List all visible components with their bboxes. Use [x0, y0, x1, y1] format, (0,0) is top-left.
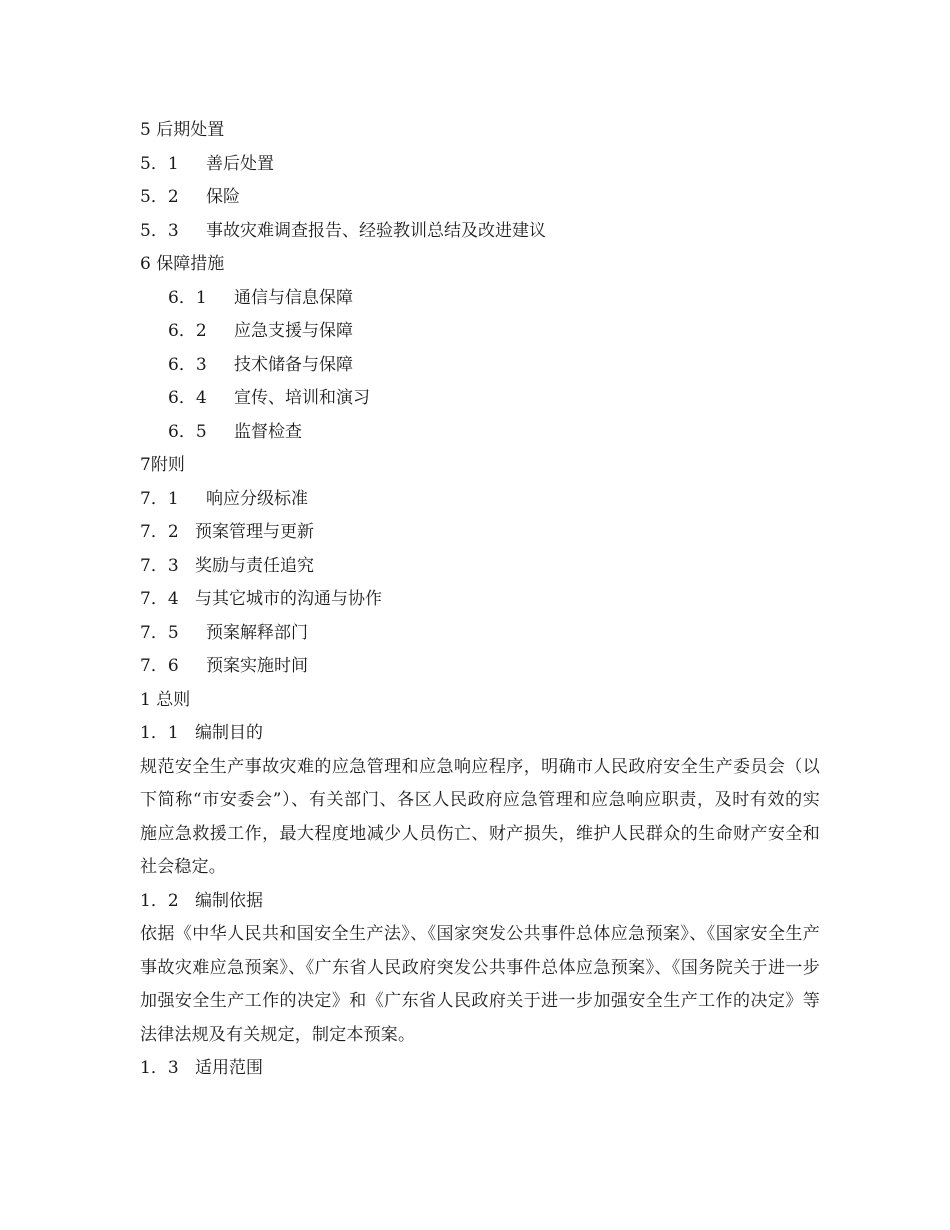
section-5-heading: 5 后期处置 — [140, 120, 225, 140]
item-number: 1．3 — [140, 1058, 179, 1078]
subsection-1-1 — [140, 717, 820, 751]
item-title: 与其它城市的沟通与协作 — [195, 589, 382, 609]
item-number: 7．1 — [140, 488, 179, 509]
item-number: 6．4 — [168, 388, 207, 408]
item-number: 6．5 — [168, 421, 207, 442]
toc-item-7-6 — [140, 650, 820, 684]
paragraph-basis: 依据《中华人民共和国安全生产法》、《国家突发公共事件总体应急预案》、《国家安全生产事故灾难应急预案》、《广东省人民政府突发公共事件总体应急预案》、《国务院关于进一步加强安全生产工作的决定》和《广东省人民政府关于进一步加强安全生产工作的决定》等法律法规及有关规定，制定本预案。 — [140, 924, 820, 1045]
item-number: 7．6 — [140, 656, 179, 676]
section-6-heading: 6 保障措施 — [140, 254, 225, 274]
item-number: 1．2 — [140, 890, 179, 911]
toc-item-7-3 — [140, 550, 820, 584]
item-title: 奖励与责任追究 — [195, 555, 314, 576]
item-number: 7．5 — [140, 622, 179, 643]
item-number: 6．2 — [168, 321, 207, 341]
document-content — [140, 114, 820, 1086]
item-title: 善后处置 — [206, 153, 274, 174]
toc-item-6-3 — [140, 349, 820, 383]
item-number: 7．3 — [140, 555, 179, 576]
section-7-heading: 7附则 — [140, 455, 185, 475]
toc-item-5-3 — [140, 215, 820, 249]
item-title: 应急支援与保障 — [234, 321, 353, 341]
subsection-1-2 — [140, 885, 820, 919]
section-1-heading: 1 总则 — [140, 689, 191, 710]
item-title: 预案实施时间 — [206, 656, 308, 676]
toc-item-6-5 — [140, 416, 820, 450]
toc-item-6-2 — [140, 315, 820, 349]
toc-item-6-1 — [140, 282, 820, 316]
item-title: 编制目的 — [195, 723, 263, 743]
subsection-1-3 — [140, 1052, 820, 1086]
toc-item-7-1 — [140, 483, 820, 517]
item-title: 事故灾难调查报告、经验教训总结及改进建议 — [206, 220, 546, 241]
toc-item-5-1 — [140, 148, 820, 182]
toc-item-7-4 — [140, 583, 820, 617]
item-number: 6．3 — [168, 354, 207, 375]
toc-item-7-5 — [140, 617, 820, 651]
item-number: 7．2 — [140, 522, 179, 542]
toc-item-6-4 — [140, 382, 820, 416]
item-number: 6．1 — [168, 287, 207, 308]
item-title: 预案解释部门 — [206, 622, 308, 643]
item-number: 5．1 — [140, 153, 179, 174]
item-number: 1．1 — [140, 723, 179, 743]
item-title: 编制依据 — [195, 890, 263, 911]
item-number: 7．4 — [140, 589, 179, 609]
item-title: 宣传、培训和演习 — [234, 388, 370, 408]
item-title: 保险 — [206, 187, 240, 207]
item-number: 5．3 — [140, 220, 179, 241]
item-title: 适用范围 — [195, 1058, 263, 1078]
item-title: 监督检查 — [234, 421, 302, 442]
toc-item-7-2 — [140, 516, 820, 550]
item-title: 技术储备与保障 — [234, 354, 353, 375]
toc-item-5-2 — [140, 181, 820, 215]
item-title: 响应分级标准 — [206, 488, 308, 509]
item-title: 通信与信息保障 — [234, 287, 353, 308]
item-number: 5．2 — [140, 187, 179, 207]
item-title: 预案管理与更新 — [195, 522, 314, 542]
paragraph-purpose: 规范安全生产事故灾难的应急管理和应急响应程序，明确市人民政府安全生产委员会（以下简称“市安委会”）、有关部门、各区人民政府应急管理和应急响应职责，及时有效的实施应急救援工作，最大程度地减少人员伤亡、财产损失，维护人民群众的生命财产安全和社会稳定。 — [140, 756, 820, 877]
